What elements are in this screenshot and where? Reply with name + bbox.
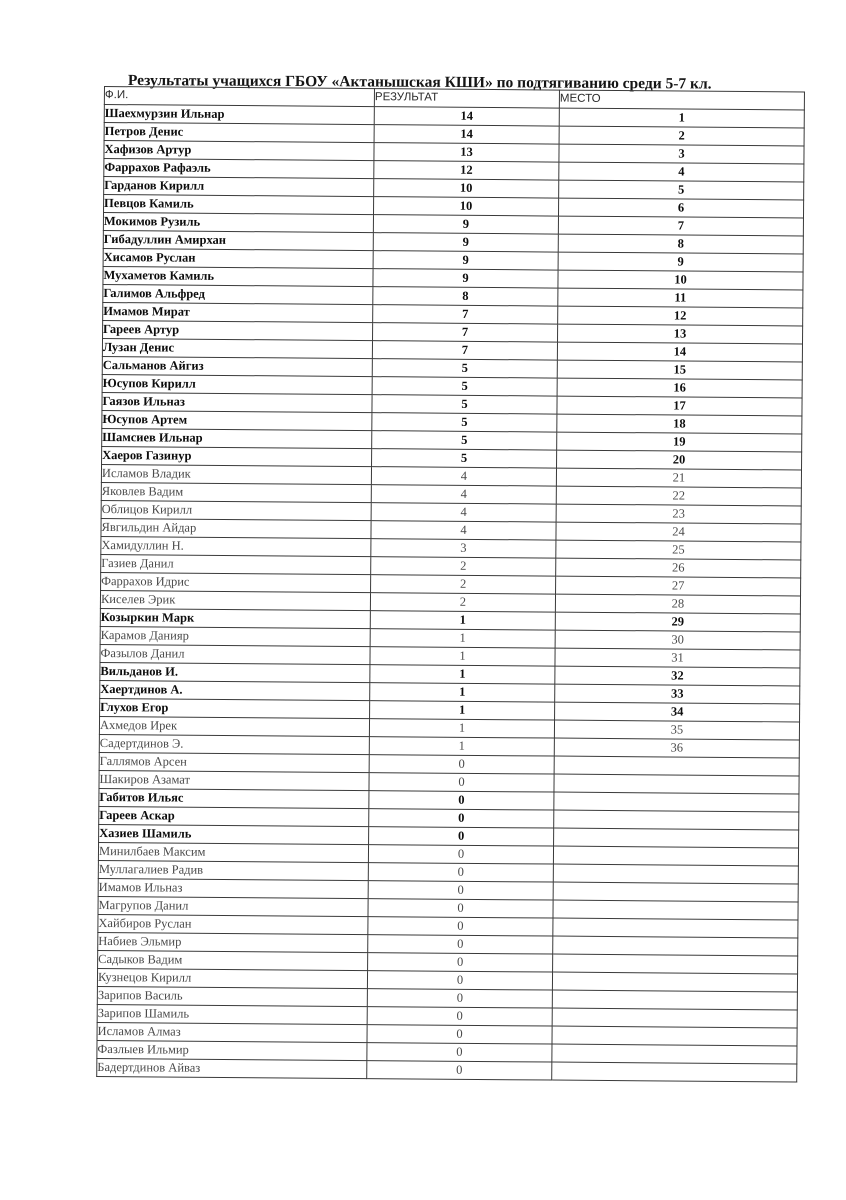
cell-result: 0 [369,827,554,846]
cell-result: 10 [374,179,559,198]
cell-name: Яковлев Вадим [101,482,371,502]
cell-place [554,792,799,812]
cell-place [552,1044,797,1064]
cell-place: 26 [556,558,801,578]
cell-place: 21 [556,468,801,488]
cell-result: 2 [371,575,556,594]
cell-place: 36 [554,738,799,758]
cell-place [554,828,799,848]
cell-name: Мокимов Рузиль [103,213,373,233]
cell-name: Облицов Кирилл [101,500,371,520]
table-body [97,105,805,1082]
cell-place [553,846,798,866]
cell-place: 9 [558,252,803,272]
cell-name: Галимов Альфред [103,284,373,304]
cell-place: 3 [559,144,804,164]
cell-name: Гареев Артур [103,320,373,340]
cell-name: Глухов Егор [100,698,370,718]
cell-place: 6 [558,198,803,218]
cell-name: Киселев Эрик [100,590,370,610]
cell-name: Ахмедов Ирек [99,716,369,736]
cell-name: Сальманов Айгиз [102,356,372,376]
cell-result: 0 [367,1025,552,1044]
cell-result: 5 [372,431,557,450]
cell-place: 23 [556,504,801,524]
cell-place [553,882,798,902]
cell-name: Фазлыев Ильмир [97,1040,367,1060]
cell-name: Хисамов Руслан [103,248,373,268]
cell-result: 13 [374,143,559,162]
cell-place: 4 [559,162,804,182]
cell-place [553,954,798,974]
cell-place: 15 [557,360,802,380]
cell-name: Хафизов Артур [104,141,374,161]
cell-name: Шаехмурзин Ильнар [104,105,374,125]
cell-name: Хаертдинов А. [100,680,370,700]
cell-result: 1 [369,737,554,756]
cell-place: 5 [559,180,804,200]
cell-place [552,1026,797,1046]
cell-place: 13 [558,324,803,344]
cell-name: Имамов Мират [103,302,373,322]
cell-place [553,918,798,938]
cell-result: 5 [372,359,557,378]
cell-result: 9 [373,233,558,252]
cell-name: Хайбиров Руслан [98,914,368,934]
cell-result: 2 [371,557,556,576]
cell-result: 1 [370,629,555,648]
cell-result: 0 [368,917,553,936]
cell-name: Шамсиев Ильнар [102,428,372,448]
cell-place: 34 [555,702,800,722]
cell-place [553,864,798,884]
cell-result: 0 [367,1061,552,1080]
cell-name: Петров Денис [104,123,374,143]
cell-result: 1 [370,611,555,630]
cell-name: Садертдинов Э. [99,734,369,754]
cell-result: 0 [369,773,554,792]
column-header-place: МЕСТО [559,90,804,110]
cell-name: Певцов Камиль [104,195,374,215]
cell-result: 10 [373,197,558,216]
cell-name: Хазиев Шамиль [99,824,369,844]
cell-result: 0 [367,1007,552,1026]
cell-result: 2 [370,593,555,612]
cell-result: 4 [371,485,556,504]
cell-name: Фаррахов Идрис [101,572,371,592]
cell-name: Галлямов Арсен [99,752,369,772]
cell-place: 28 [555,594,800,614]
cell-name: Фазылов Данил [100,644,370,664]
cell-name: Исламов Владик [101,464,371,484]
cell-name: Вильданов И. [100,662,370,682]
cell-name: Магрупов Данил [98,896,368,916]
cell-place [553,900,798,920]
cell-result: 3 [371,539,556,558]
cell-result: 4 [371,503,556,522]
cell-place: 16 [557,378,802,398]
cell-place: 27 [556,576,801,596]
cell-place: 32 [555,666,800,686]
cell-place [552,1062,797,1082]
cell-place [554,756,799,776]
results-table [96,86,805,1082]
cell-result: 14 [374,125,559,144]
cell-result: 0 [367,971,552,990]
cell-result: 12 [374,161,559,180]
cell-result: 7 [373,305,558,324]
cell-name: Юсупов Кирилл [102,374,372,394]
cell-place: 7 [558,216,803,236]
cell-name: Лузан Денис [102,338,372,358]
cell-name: Газиев Данил [101,554,371,574]
cell-name: Гарданов Кирилл [104,177,374,197]
cell-place: 19 [557,432,802,452]
cell-place [552,972,797,992]
cell-name: Набиев Эльмир [98,932,368,952]
cell-result: 0 [368,899,553,918]
cell-result: 8 [373,287,558,306]
cell-result: 1 [370,701,555,720]
cell-name: Исламов Алмаз [97,1022,367,1042]
cell-place: 20 [557,450,802,470]
cell-result: 1 [370,665,555,684]
cell-result: 0 [368,953,553,972]
page-title: Результаты учащихся ГБОУ «Актанышская КШИ» по подтягиванию среди 5-7 кл. [127,72,712,93]
cell-name: Козыркин Марк [100,608,370,628]
cell-name: Юсупов Артем [102,410,372,430]
cell-result: 9 [373,251,558,270]
cell-result: 1 [369,719,554,738]
cell-name: Садыков Вадим [98,950,368,970]
cell-name: Шакиров Азамат [99,770,369,790]
cell-name: Зарипов Василь [97,986,367,1006]
cell-place: 22 [556,486,801,506]
cell-result: 4 [371,467,556,486]
cell-name: Габитов Ильяс [99,788,369,808]
column-header-result: РЕЗУЛЬТАТ [374,89,559,108]
cell-place: 31 [555,648,800,668]
cell-place: 17 [557,396,802,416]
cell-place: 24 [556,522,801,542]
cell-place: 14 [557,342,802,362]
cell-name: Явгильдин Айдар [101,518,371,538]
cell-name: Хаеров Газинур [102,446,372,466]
cell-result: 1 [370,647,555,666]
cell-result: 9 [373,269,558,288]
cell-result: 0 [367,1043,552,1062]
cell-place: 33 [555,684,800,704]
cell-result: 5 [372,413,557,432]
cell-place [553,936,798,956]
cell-result: 1 [370,683,555,702]
cell-place: 29 [555,612,800,632]
cell-place: 25 [556,540,801,560]
cell-result: 14 [374,107,559,126]
cell-place [554,810,799,830]
cell-name: Кузнецов Кирилл [97,968,367,988]
cell-result: 0 [368,935,553,954]
results-sheet [96,86,808,1082]
cell-name: Муллагалиев Радив [98,860,368,880]
cell-place [552,1008,797,1028]
cell-name: Гибадуллин Амирхан [103,230,373,250]
cell-result: 4 [371,521,556,540]
cell-result: 0 [367,989,552,1008]
cell-place: 18 [557,414,802,434]
cell-result: 7 [373,323,558,342]
cell-name: Имамов Ильназ [98,878,368,898]
cell-place: 8 [558,234,803,254]
cell-place: 12 [558,306,803,326]
cell-place: 2 [559,126,804,146]
cell-result: 0 [369,791,554,810]
cell-name: Гаязов Ильназ [102,392,372,412]
cell-result: 0 [368,845,553,864]
cell-name: Гареев Аскар [99,806,369,826]
cell-name: Карамов Данияр [100,626,370,646]
cell-name: Зарипов Шамиль [97,1004,367,1024]
cell-result: 0 [369,809,554,828]
cell-result: 5 [372,395,557,414]
cell-result: 0 [368,863,553,882]
cell-place [552,990,797,1010]
cell-place: 10 [558,270,803,290]
cell-name: Бадертдинов Айваз [97,1058,367,1078]
cell-place: 11 [558,288,803,308]
cell-result: 5 [372,377,557,396]
cell-place: 30 [555,630,800,650]
cell-result: 0 [369,755,554,774]
cell-result: 0 [368,881,553,900]
cell-name: Хамидуллин Н. [101,536,371,556]
cell-name: Фаррахов Рафаэль [104,159,374,179]
cell-name: Минилбаев Максим [98,842,368,862]
cell-place: 1 [559,108,804,128]
cell-result: 9 [373,215,558,234]
cell-place: 35 [554,720,799,740]
cell-name: Мухаметов Камиль [103,266,373,286]
column-header-name: Ф.И. [104,87,374,107]
cell-result: 5 [372,449,557,468]
cell-place [554,774,799,794]
cell-result: 7 [372,341,557,360]
